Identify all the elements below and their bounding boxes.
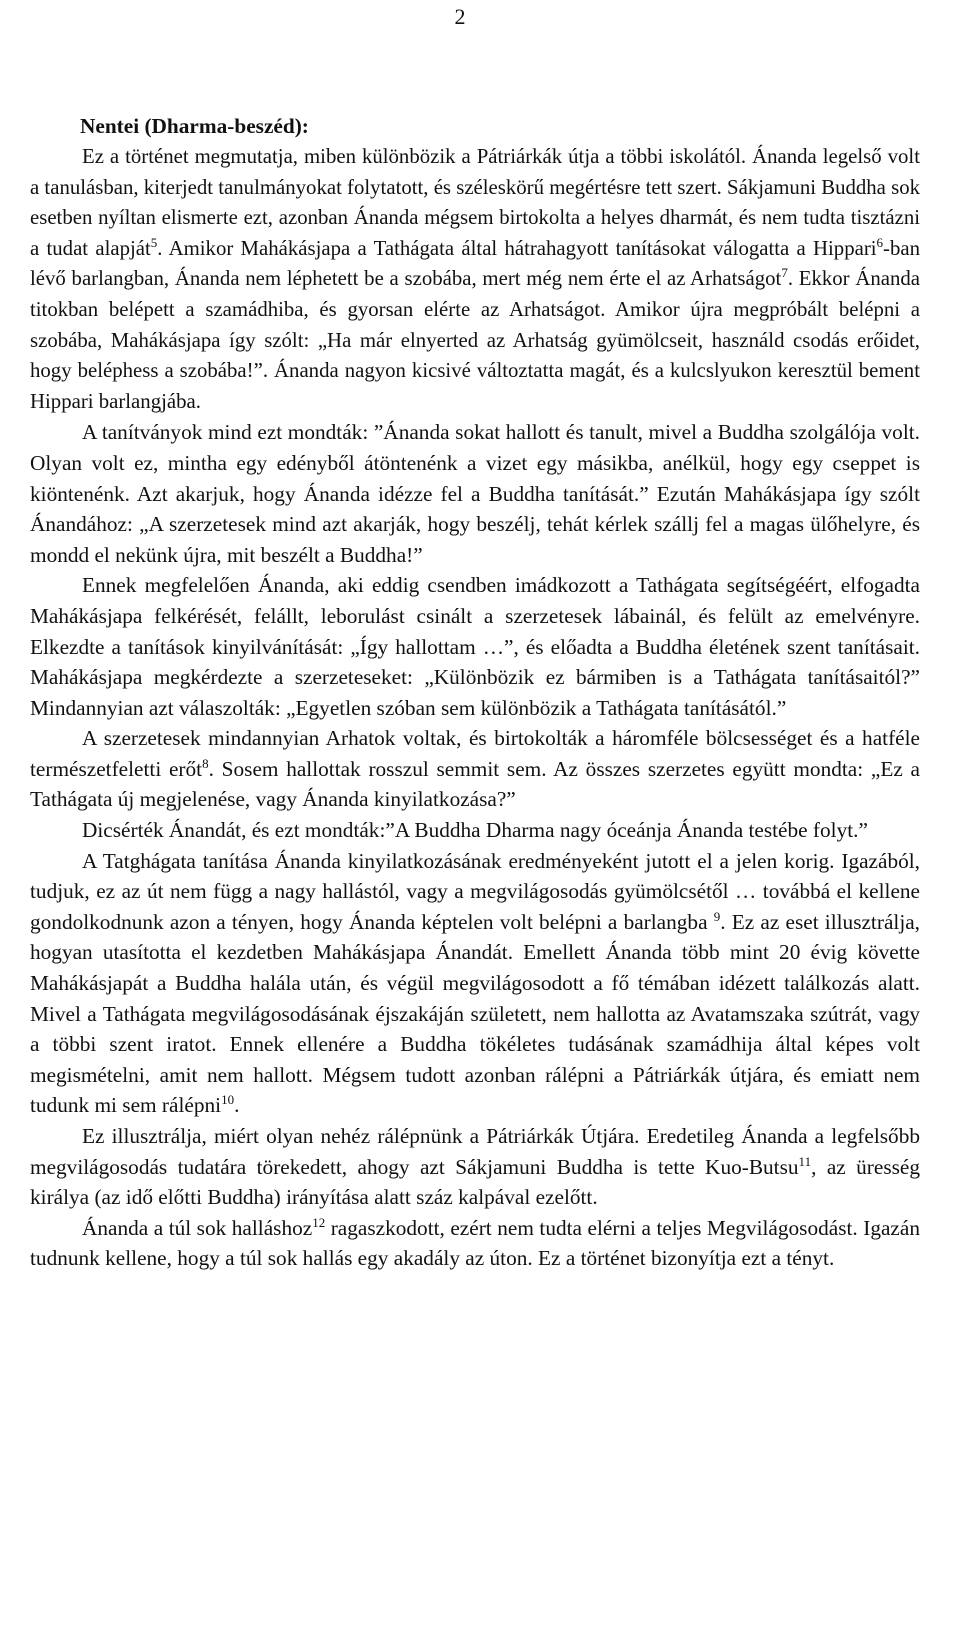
paragraph-text: . Amikor Mahákásjapa a Tathágata által hátrahagyott tanításokat válogatta a Hippari (157, 236, 877, 260)
paragraph-text: Ez illusztrálja, miért olyan nehéz rálépnünk a Pátriárkák Útjára. Eredetileg Ánanda a legfelsőbb megvilágosodás tudatára törekedett, ahogy azt Sákjamuni Buddha is tette Kuo-Butsu (30, 1124, 920, 1179)
footnote-marker: 8 (202, 755, 209, 771)
paragraph-text: . Ekkor Ánanda titokban belépett a szamádhiba, és gyorsan elérte az Arhatságot. Amikor újra megpróbált belépni a szobába, Mahákásjapa így szólt: „Ha már elnyerted az Arhatság gyümölcseit, használd csodás erőidet, hogy beléphess a szobába!”. Ánanda nagyon kicsivé változtatta magát, és a kulcslyukon keresztül bement Hippari barlangjába. (30, 267, 920, 413)
paragraph-text: . Ez az eset illusztrálja, hogyan utasította el kezdetben Mahákásjapa Ánandát. Emellett Ánanda több mint 20 évig követte Mahákásjapát a Buddha halála után, és végül megvilágosodott a fő témában idézett találkozás alatt. Mivel a Tathágata megvilágosodásának éjszakáján született, nem hallotta az Avatamszaka szútrát, vagy a többi szent iratot. Ennek ellenére a Buddha tökéletes tudásának szamádhija által képes volt megismételni, amit nem hallott. Mégsem tudott azonban rálépni a Pátriárkák útjára, és emiatt nem tudunk mi sem rálépni (30, 909, 921, 1118)
footnote-marker: 6 (876, 234, 884, 250)
paragraph-text: ragaszkodott, ezért nem tudta elérni a teljes Megvilágosodást. Igazán tudnunk kellene, hogy a túl sok hallás egy akadály az úton. Ez a történet bizonyítja ezt a tényt. (30, 1215, 920, 1271)
paragraph (30, 417, 920, 570)
paragraph-text: . Sosem hallottak rosszul semmit sem. Az összes szerzetes együtt mondta: „Ez a Tathágata új megjelenése, vagy Ánanda kinyilatkozása?” (30, 756, 920, 812)
paragraph-text: Dicsérték Ánandát, és ezt mondták:”A Buddha Dharma nagy óceánja Ánanda testébe folyt.” (82, 818, 868, 843)
paragraph (30, 723, 920, 815)
paragraph (30, 570, 920, 723)
paragraph (30, 142, 920, 417)
paragraph (30, 815, 920, 846)
paragraph-text: A szerzetesek mindannyian Arhatok voltak, és birtokolták a háromféle bölcsességet és a hatféle természetfeletti erőt (30, 726, 920, 781)
document-body (30, 111, 920, 1274)
section-heading: Nentei (Dharma-beszéd): (80, 114, 309, 138)
paragraph-text: A tanítványok mind ezt mondták: ”Ánanda sokat hallott és tanult, mivel a Buddha szolgálója volt. Olyan volt ez, mintha egy edényből átöntenénk a vizet egy másikba, anélkül, hogy egy cseppet is kiöntenénk. Azt akarjuk, hogy Ánanda idézze fel a Buddha tanítását.” Ezután Mahákásjapa így szólt Ánandához: „A szerzetesek mind azt akarják, hogy beszélj, tehát kérlek szállj fel a magas ülőhelyre, és mondd el nekünk újra, mit beszélt a Buddha!” (30, 420, 920, 567)
footnote-marker: 5 (150, 234, 158, 250)
paragraph-text: , az üresség királya (az idő előtti Buddha) irányítása alatt száz kalpával ezelőtt. (30, 1154, 921, 1210)
paragraph-text: Ánanda a túl sok halláshoz (82, 1215, 313, 1240)
paragraph-text: A Tatghágata tanítása Ánanda kinyilatkozásának eredményeként jutott el a jelen korig. Igazából, tudjuk, ez az út nem függ a nagy hallástól, vagy a megvilágosodás gyümölcsétől … továbbá el kellene gondolkodnunk azon a tényen, hogy Ánanda képtelen volt belépni a barlangba (30, 848, 920, 934)
paragraph (30, 1121, 920, 1213)
paragraph-text: -ban lévő barlangban, Ánanda nem léphetett be a szobába, mert még nem érte el az Arhatságot (30, 236, 920, 291)
paragraph-list (30, 142, 920, 1274)
footnote-marker: 9 (713, 908, 721, 924)
footnote-marker: 10 (221, 1092, 235, 1108)
paragraph-text: . (234, 1093, 240, 1118)
paragraph (30, 1213, 920, 1274)
page-number: 2 (454, 4, 466, 29)
footnote-marker: 7 (781, 265, 788, 281)
paragraph-text: Ez a történet megmutatja, miben különbözik a Pátriárkák útja a többi iskolától. Ánanda legelső volt a tanulásban, kiterjedt tanulmányokat folytatott, és széleskörű megértésre tett szert. Sákjamuni Buddha sok esetben nyíltan elismerte ezt, azonban Ánanda mégsem birtokolta a helyes dharmát, és nem tudta tisztázni a tudat alapját (30, 145, 920, 260)
paragraph-text: Ennek megfelelően Ánanda, aki eddig csendben imádkozott a Tathágata segítségéért, elfogadta Mahákásjapa felkérését, felállt, leborulást csinált a szerzetesek lábainál, és felült az emelvényre. Elkezdte a tanítások kinyilvánítását: „Így hallottam …”, és előadta a Buddha életének szent tanításait. Mahákásjapa megkérdezte a szerzeteseket: „Különbözik ez bármiben is a Tathágata tanításaitól?” Mindannyian azt válaszolták: „Egyetlen szóban sem különbözik a Tathágata tanításától.” (30, 573, 920, 720)
paragraph (30, 846, 920, 1121)
footnote-marker: 12 (312, 1214, 326, 1230)
footnote-marker: 11 (798, 1153, 812, 1169)
